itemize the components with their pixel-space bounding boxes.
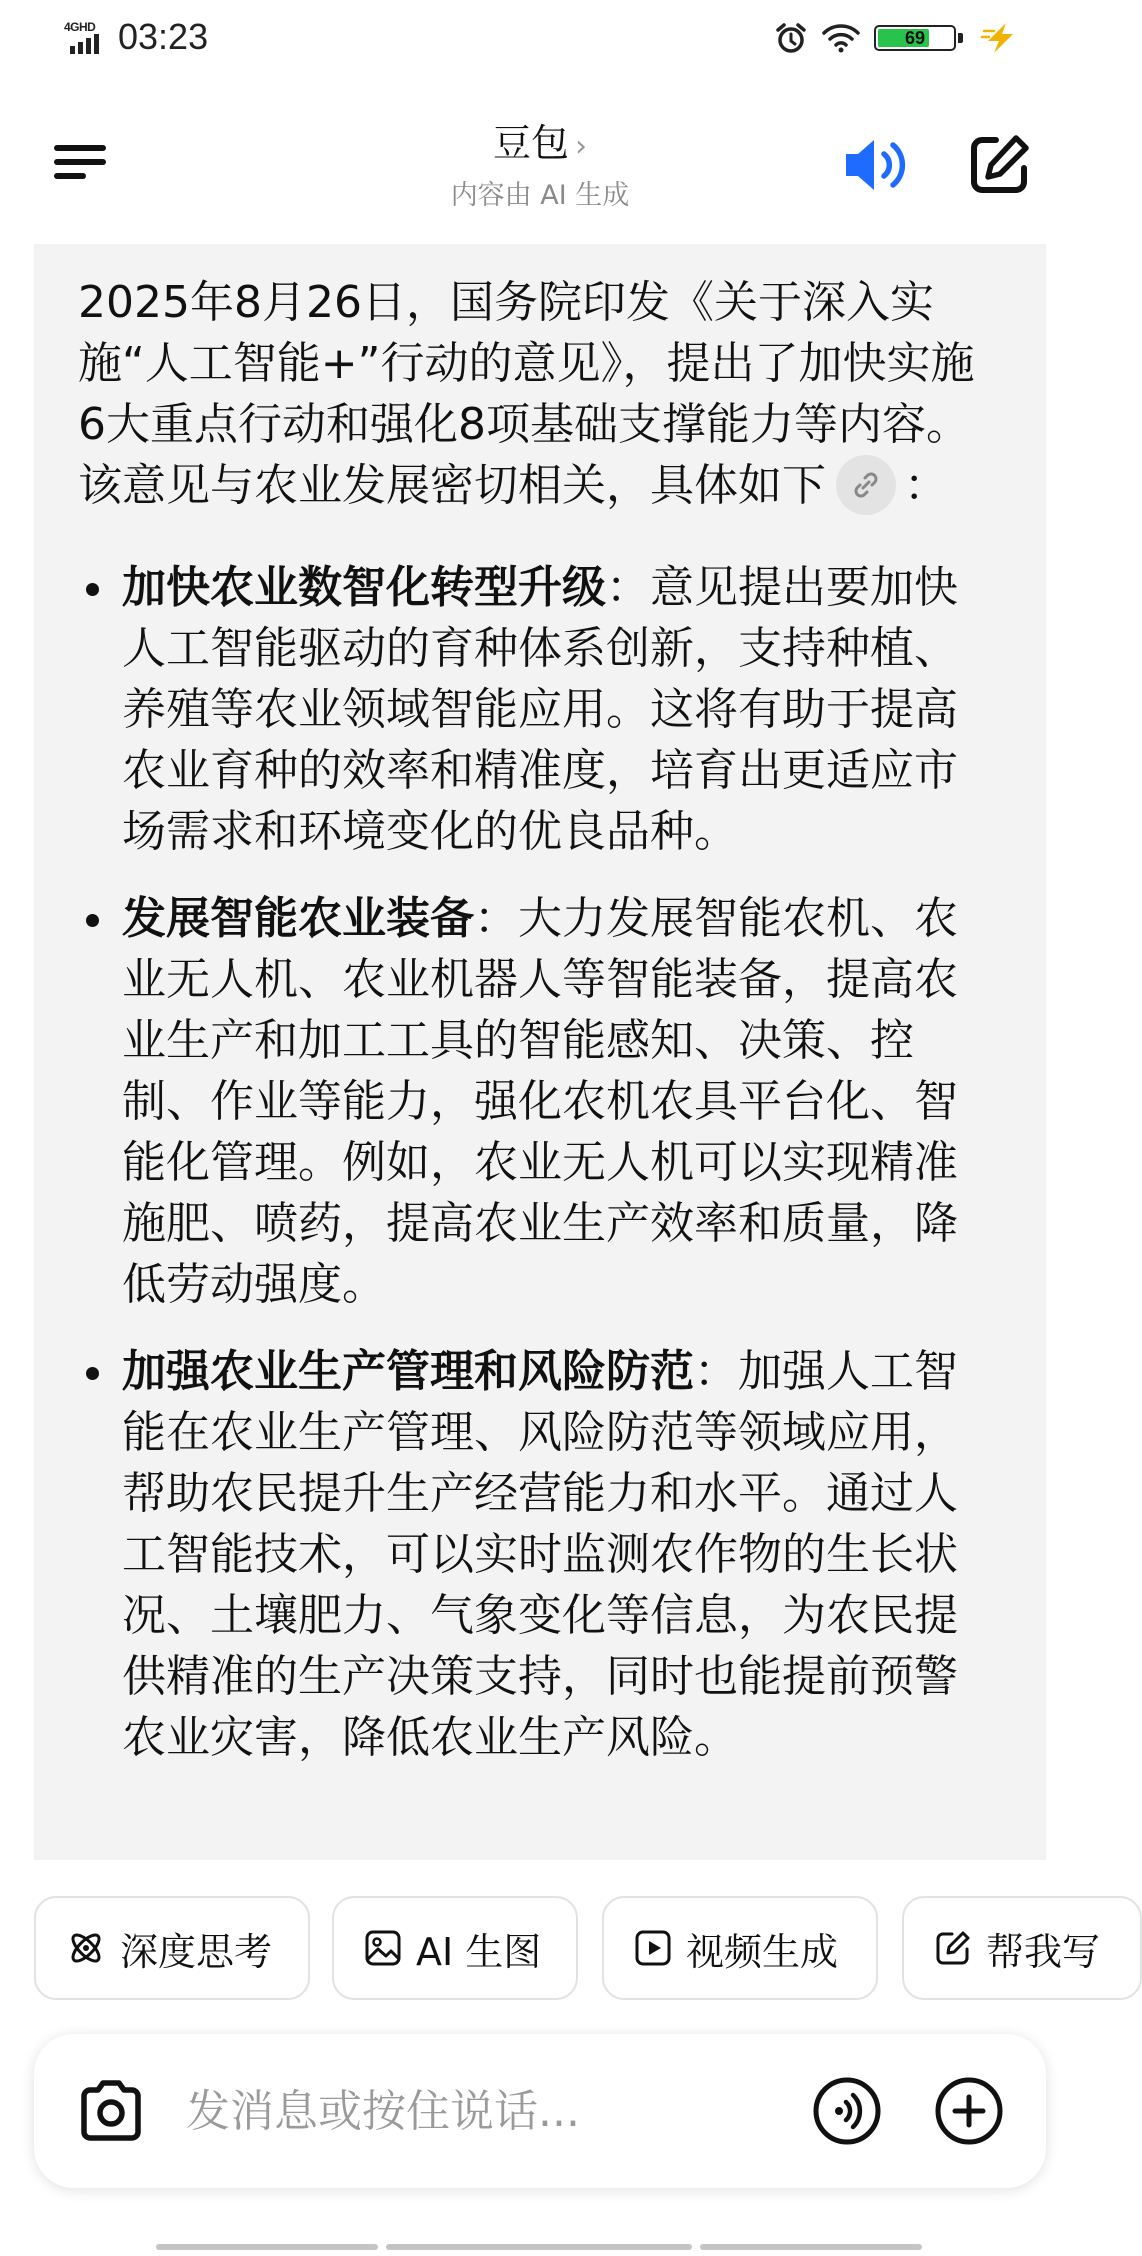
chip-label: 帮我写 <box>986 1929 1101 1974</box>
deep-think-button[interactable] <box>34 1896 310 2000</box>
video-icon <box>634 1929 672 1967</box>
chat-header <box>0 96 1080 226</box>
list-item <box>78 888 1000 1315</box>
page-title: 豆包 <box>492 121 569 165</box>
message-composer <box>34 2034 1046 2188</box>
voice-call-icon <box>812 2076 882 2146</box>
status-bar <box>0 0 1080 80</box>
home-indicator-segment <box>156 2244 378 2250</box>
bullet-list <box>78 557 1000 1768</box>
ai-image-button[interactable] <box>332 1896 578 2000</box>
bullet-text: 意见提出要加快人工智能驱动的育种体系创新，支持种植、养殖等农业领域智能应用。这将有助于提高农业育种的效率和精准度，培育出更适应市场需求和环境变化的优良品种。 <box>122 562 958 857</box>
write-icon <box>934 1929 972 1967</box>
reference-link-button[interactable] <box>836 455 896 515</box>
home-indicator-segment <box>700 2244 922 2250</box>
speaker-icon <box>840 132 912 198</box>
bullet-text: 大力发展智能农机、农业无人机、农业机器人等智能装备，提高农业生产和加工工具的智能感知、决策、控制、作业等能力，强化农机农具平台化、智能化管理。例如，农业无人机可以实现精准施肥、喷药，提高农业生产效率和质量，降低劳动强度。 <box>122 893 958 1310</box>
bullet-dot <box>86 583 99 596</box>
edit-icon <box>966 132 1032 198</box>
network-type: 4GHD <box>64 20 96 34</box>
new-chat-button[interactable] <box>966 132 1032 198</box>
bullet-text: 加强人工智能在农业生产管理、风险防范等领域应用，帮助农民提升生产经营能力和水平。通过人工智能技术，可以实时监测农作物的生长状况、土壤肥力、气象变化等信息，为农民提供精准的生产决策支持，同时也能提前预警农业灾害，降低农业生产风险。 <box>122 1346 958 1763</box>
alarm-icon <box>774 21 808 55</box>
chip-label: 视频生成 <box>686 1929 839 1974</box>
video-generate-button[interactable] <box>602 1896 878 2000</box>
battery-percent: 69 <box>904 28 926 48</box>
link-icon <box>850 469 882 501</box>
bullet-separator: ： <box>694 1346 738 1397</box>
ai-message <box>34 244 1046 1860</box>
chevron-right-icon: › <box>575 129 587 164</box>
intro-text: 2025年8月26日，国务院印发《关于深入实施“人工智能+”行动的意见》，提出了加快实施6大重点行动和强化8项基础支撑能力等内容。该意见与农业发展密切相关，具体如下 <box>78 277 975 511</box>
bullet-dot <box>86 1367 99 1380</box>
list-item <box>78 557 1000 862</box>
image-icon <box>364 1929 402 1967</box>
clock: 03:23 <box>118 16 209 57</box>
intro-colon: ： <box>904 460 948 511</box>
camera-icon <box>74 2074 148 2148</box>
bullet-separator: ： <box>606 562 650 613</box>
home-indicator-segment <box>386 2244 692 2250</box>
charging-icon <box>980 21 1020 55</box>
help-write-button[interactable] <box>902 1896 1142 2000</box>
menu-button[interactable] <box>50 142 114 182</box>
wifi-icon <box>822 23 860 53</box>
speaker-button[interactable] <box>840 132 912 198</box>
ai-disclaimer: 内容由 AI 生成 <box>450 180 630 211</box>
atom-icon <box>66 1928 106 1968</box>
feature-chip-row[interactable] <box>34 1896 1101 2000</box>
plus-icon <box>934 2076 1004 2146</box>
bullet-title: 加强农业生产管理和风险防范 <box>122 1346 694 1397</box>
chip-label: 深度思考 <box>120 1929 273 1974</box>
more-options-button[interactable] <box>934 2076 1004 2146</box>
voice-call-button[interactable] <box>812 2076 882 2146</box>
signal-icon <box>68 34 108 54</box>
camera-button[interactable] <box>74 2074 148 2148</box>
chat-title[interactable] <box>340 112 740 212</box>
battery-icon <box>874 22 966 54</box>
list-item <box>78 1341 1000 1768</box>
bullet-separator: ： <box>474 893 518 944</box>
message-intro <box>78 272 1000 521</box>
chip-label: AI 生图 <box>416 1929 542 1974</box>
bullet-title: 加快农业数智化转型升级 <box>122 562 606 613</box>
network-indicator <box>64 20 108 54</box>
bullet-dot <box>86 914 99 927</box>
bullet-title: 发展智能农业装备 <box>122 893 474 944</box>
menu-icon <box>50 142 114 182</box>
message-input[interactable] <box>186 2080 786 2142</box>
